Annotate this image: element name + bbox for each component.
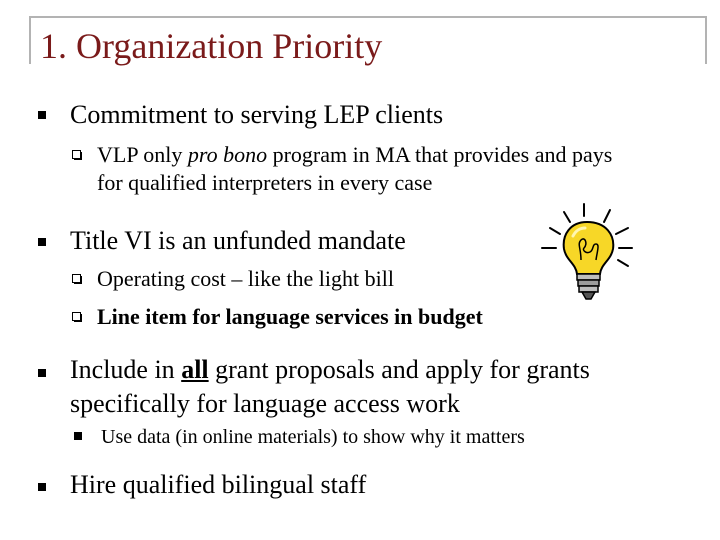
sub-bullet-2-2-text: Line item for language services in budget — [97, 304, 483, 329]
sub-bullet-3-1-text: Use data (in online materials) to show why it matters — [101, 426, 525, 448]
sub-bullet-2-2-marker — [72, 312, 81, 321]
bullet-3-line2: specifically for language access work — [70, 389, 460, 418]
bullet-4-text: Hire qualified bilingual staff — [70, 470, 367, 499]
slide-title: 1. Organization Priority — [40, 26, 383, 66]
title-frame-top — [29, 16, 707, 18]
title-frame-left — [29, 16, 31, 64]
bullet-2-marker — [38, 238, 46, 246]
sub-bullet-1-1-marker — [72, 150, 81, 159]
sub-bullet-3-1-marker — [74, 432, 82, 440]
sub-bullet-2-1-text: Operating cost – like the light bill — [97, 266, 394, 291]
bullet-3-line1: Include in all grant proposals and apply for grants — [70, 355, 590, 384]
bullet-4-marker — [38, 483, 46, 491]
bullet-1-marker — [38, 111, 46, 119]
sub-bullet-1-1-line2: for qualified interpreters in every case — [97, 170, 433, 195]
sub-bullet-1-1-line1: VLP only pro bono program in MA that provides and pays — [97, 142, 613, 167]
light-bulb-icon — [540, 200, 640, 304]
sub-bullet-2-1-marker — [72, 274, 81, 283]
title-frame-right — [705, 16, 707, 64]
bullet-3-marker — [38, 369, 46, 377]
bullet-2-text: Title VI is an unfunded mandate — [70, 226, 406, 255]
bullet-1-text: Commitment to serving LEP clients — [70, 100, 444, 129]
